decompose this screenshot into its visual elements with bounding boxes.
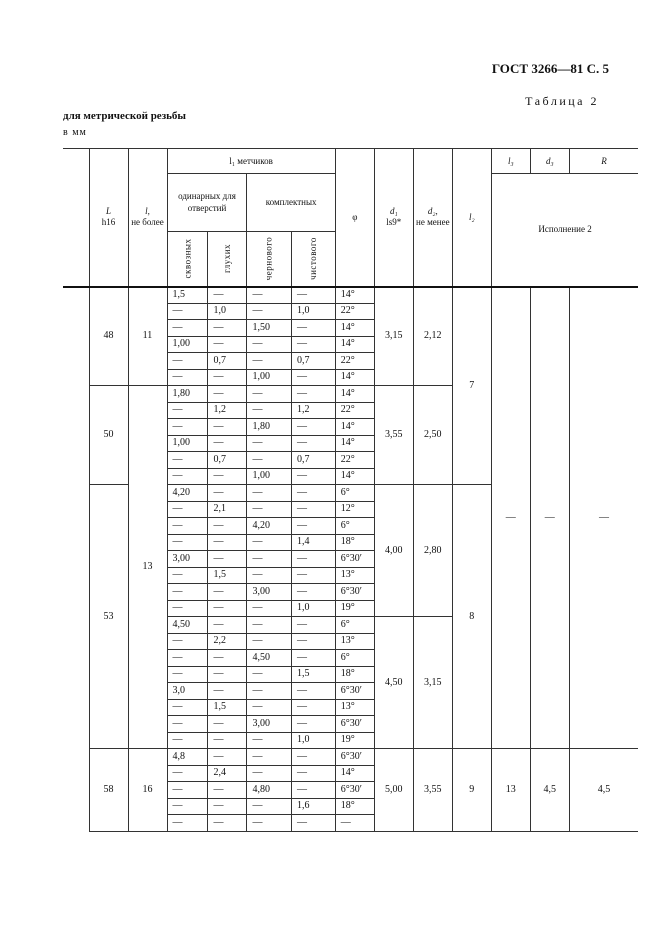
cell-l1: —: [208, 287, 247, 304]
cell-l1: —: [291, 617, 335, 634]
cell-phi: 14°: [335, 386, 374, 403]
cell-l1: —: [167, 419, 208, 436]
cell-l1: 1,4: [291, 534, 335, 551]
cell-l1: —: [247, 534, 292, 551]
cell-phi: 6°30′: [335, 749, 374, 766]
cell-l1: 1,00: [167, 336, 208, 353]
cell-l1: —: [247, 683, 292, 700]
cell-l1: —: [291, 650, 335, 667]
cell-l1: —: [247, 617, 292, 634]
cell-l1: —: [208, 600, 247, 617]
cell-l1: —: [208, 650, 247, 667]
header-l: l, не более: [128, 149, 167, 287]
cell-l1: —: [291, 501, 335, 518]
cell-phi: 14°: [335, 320, 374, 337]
cell-phi: 13°: [335, 633, 374, 650]
cell-phi: 6°30′: [335, 716, 374, 733]
cell-l1: —: [167, 567, 208, 584]
cell-l1: —: [291, 336, 335, 353]
cell-l1: 2,2: [208, 633, 247, 650]
cell-l1: —: [208, 716, 247, 733]
thread-table: [63, 148, 638, 832]
cell-l1: —: [208, 336, 247, 353]
cell-phi: 14°: [335, 369, 374, 386]
cell-l1: 1,80: [247, 419, 292, 436]
table-row: [63, 287, 638, 304]
cell-l1: 2,4: [208, 765, 247, 782]
cell-l1: —: [291, 716, 335, 733]
cell-l1: —: [247, 303, 292, 320]
cell-l1: —: [167, 353, 208, 370]
cell-l1: —: [167, 732, 208, 749]
cell-l1: —: [247, 699, 292, 716]
cell-l: 13: [128, 386, 167, 749]
cell-phi: 18°: [335, 798, 374, 815]
cell-l1: —: [247, 402, 292, 419]
cell-l1: —: [167, 402, 208, 419]
cell-l1: —: [208, 369, 247, 386]
cell-l1: —: [208, 419, 247, 436]
cell-d1: 4,00: [374, 485, 413, 617]
cell-l1: —: [208, 485, 247, 502]
cell-d2: 3,15: [413, 617, 452, 749]
cell-l1: —: [247, 551, 292, 568]
header-odinarnyh: одинарных для отверстий: [167, 174, 247, 232]
cell-l1: —: [208, 815, 247, 832]
header-d3: d₃: [530, 149, 569, 174]
cell-phi: 14°: [335, 419, 374, 436]
cell-l1: —: [291, 518, 335, 535]
cell-phi: 14°: [335, 287, 374, 304]
cell-phi: 6°: [335, 617, 374, 634]
header-R: R: [569, 149, 638, 174]
cell-phi: 14°: [335, 765, 374, 782]
cell-l1: 1,0: [291, 732, 335, 749]
cell-phi: —: [335, 815, 374, 832]
cell-l1: 1,0: [208, 303, 247, 320]
cell-l1: 1,00: [167, 435, 208, 452]
cell-l1: —: [208, 749, 247, 766]
cell-l1: —: [208, 617, 247, 634]
header-gluhih: глухих: [208, 232, 247, 287]
units-label: в мм: [63, 127, 87, 138]
table-body: [63, 287, 638, 832]
cell-l1: —: [167, 468, 208, 485]
cell-l1: —: [247, 353, 292, 370]
cell-d3: 4,5: [530, 749, 569, 832]
blank-column: [63, 287, 89, 832]
cell-phi: 6°30′: [335, 782, 374, 799]
cell-l1: —: [167, 765, 208, 782]
cell-l1: —: [167, 782, 208, 799]
cell-phi: 18°: [335, 534, 374, 551]
cell-l1: —: [247, 798, 292, 815]
cell-l3: —: [491, 287, 530, 749]
header-L: L h16: [89, 149, 128, 287]
cell-l1: —: [167, 716, 208, 733]
cell-l1: 0,7: [291, 452, 335, 469]
cell-l1: —: [291, 468, 335, 485]
cell-l1: —: [167, 303, 208, 320]
cell-l1: —: [247, 287, 292, 304]
cell-l1: —: [247, 452, 292, 469]
cell-l1: —: [291, 765, 335, 782]
cell-l1: —: [167, 534, 208, 551]
cell-l1: —: [247, 485, 292, 502]
cell-phi: 19°: [335, 732, 374, 749]
cell-l1: 1,50: [247, 320, 292, 337]
cell-l1: —: [167, 650, 208, 667]
cell-d1: 3,15: [374, 287, 413, 386]
page-header: ГОСТ 3266—81 С. 5: [491, 61, 609, 76]
cell-phi: 19°: [335, 600, 374, 617]
cell-l1: 4,8: [167, 749, 208, 766]
cell-l: 16: [128, 749, 167, 832]
cell-phi: 6°30′: [335, 551, 374, 568]
cell-l1: 3,00: [247, 716, 292, 733]
cell-l2: 9: [452, 749, 491, 832]
cell-l1: 1,5: [208, 699, 247, 716]
cell-l1: 3,0: [167, 683, 208, 700]
cell-R: —: [569, 287, 638, 749]
cell-l1: —: [208, 534, 247, 551]
cell-l1: —: [167, 320, 208, 337]
cell-L: 58: [89, 749, 128, 832]
cell-l1: —: [291, 419, 335, 436]
cell-d2: 2,12: [413, 287, 452, 386]
cell-l1: —: [208, 551, 247, 568]
cell-l1: —: [208, 320, 247, 337]
cell-d2: 2,80: [413, 485, 452, 617]
cell-phi: 6°: [335, 518, 374, 535]
cell-l1: 3,00: [247, 584, 292, 601]
cell-l1: —: [208, 518, 247, 535]
cell-l1: 1,2: [208, 402, 247, 419]
cell-phi: 6°: [335, 485, 374, 502]
cell-l1: —: [291, 551, 335, 568]
cell-l1: —: [291, 369, 335, 386]
cell-phi: 22°: [335, 452, 374, 469]
header-chistovogo: чистового: [291, 232, 335, 287]
cell-l1: 4,20: [167, 485, 208, 502]
table-row: [63, 749, 638, 766]
cell-l1: —: [247, 765, 292, 782]
cell-phi: 14°: [335, 468, 374, 485]
cell-l1: —: [208, 435, 247, 452]
cell-l1: —: [291, 435, 335, 452]
cell-l1: 1,5: [208, 567, 247, 584]
blank-header: [63, 149, 89, 287]
table-label: Таблица 2: [525, 94, 599, 108]
cell-d1: 4,50: [374, 617, 413, 749]
cell-l1: —: [208, 666, 247, 683]
header-chernovogo: чернового: [247, 232, 292, 287]
cell-l1: —: [208, 584, 247, 601]
cell-l1: —: [247, 600, 292, 617]
cell-l1: —: [247, 435, 292, 452]
table-title: для метрической резьбы: [63, 110, 187, 122]
cell-l1: —: [247, 336, 292, 353]
header-d1: d₁ ls9*: [374, 149, 413, 287]
header-ispolnenie: Исполнение 2: [491, 174, 638, 287]
cell-l1: 0,7: [208, 353, 247, 370]
cell-l1: —: [167, 699, 208, 716]
cell-l1: 1,2: [291, 402, 335, 419]
cell-l1: 1,80: [167, 386, 208, 403]
cell-l1: —: [167, 518, 208, 535]
header-skvoznyh: сквозных: [167, 232, 208, 287]
cell-l1: 4,80: [247, 782, 292, 799]
cell-l1: —: [167, 584, 208, 601]
cell-l3: 13: [491, 749, 530, 832]
cell-l1: —: [208, 732, 247, 749]
header-l3: l₃: [491, 149, 530, 174]
cell-l2: 8: [452, 485, 491, 749]
cell-l1: —: [291, 584, 335, 601]
cell-phi: 22°: [335, 353, 374, 370]
cell-l1: 4,20: [247, 518, 292, 535]
cell-l1: —: [291, 815, 335, 832]
cell-l1: —: [291, 287, 335, 304]
cell-l1: —: [291, 320, 335, 337]
cell-l1: 2,1: [208, 501, 247, 518]
header-l2: l₂: [452, 149, 491, 287]
cell-l1: 1,00: [247, 369, 292, 386]
cell-l1: —: [247, 386, 292, 403]
cell-l: 11: [128, 287, 167, 386]
cell-l1: —: [167, 633, 208, 650]
cell-R: 4,5: [569, 749, 638, 832]
cell-l1: 1,5: [167, 287, 208, 304]
cell-l1: 1,00: [247, 468, 292, 485]
cell-phi: 6°30′: [335, 683, 374, 700]
cell-phi: 14°: [335, 435, 374, 452]
cell-phi: 18°: [335, 666, 374, 683]
cell-l1: —: [291, 485, 335, 502]
cell-l1: —: [247, 815, 292, 832]
cell-l1: 3,00: [167, 551, 208, 568]
cell-l1: —: [291, 567, 335, 584]
cell-l1: —: [167, 815, 208, 832]
cell-l1: 4,50: [247, 650, 292, 667]
header-l1-metchikov: l₁ метчиков: [167, 149, 335, 174]
cell-d3: —: [530, 287, 569, 749]
cell-d1: 3,55: [374, 386, 413, 485]
cell-phi: 22°: [335, 402, 374, 419]
cell-l1: —: [167, 666, 208, 683]
cell-phi: 12°: [335, 501, 374, 518]
cell-l1: —: [291, 633, 335, 650]
cell-l1: —: [247, 749, 292, 766]
cell-d2: 3,55: [413, 749, 452, 832]
cell-l1: —: [167, 501, 208, 518]
cell-L: 48: [89, 287, 128, 386]
cell-l1: —: [208, 798, 247, 815]
cell-l1: —: [247, 732, 292, 749]
cell-l1: 0,7: [208, 452, 247, 469]
cell-l1: —: [247, 666, 292, 683]
cell-l2: 7: [452, 287, 491, 485]
header-komplektnyh: комплектных: [247, 174, 335, 232]
cell-phi: 6°30′: [335, 584, 374, 601]
cell-phi: 14°: [335, 336, 374, 353]
cell-l1: 0,7: [291, 353, 335, 370]
cell-phi: 6°: [335, 650, 374, 667]
cell-l1: 1,5: [291, 666, 335, 683]
cell-l1: —: [247, 567, 292, 584]
cell-phi: 22°: [335, 303, 374, 320]
cell-l1: —: [291, 683, 335, 700]
cell-l1: —: [208, 386, 247, 403]
cell-l1: —: [208, 468, 247, 485]
cell-l1: —: [167, 600, 208, 617]
cell-l1: —: [208, 782, 247, 799]
cell-l1: —: [291, 386, 335, 403]
cell-l1: —: [291, 699, 335, 716]
cell-l1: —: [291, 782, 335, 799]
header-d2: d₂, не менее: [413, 149, 452, 287]
cell-l1: 1,0: [291, 600, 335, 617]
cell-l1: 1,6: [291, 798, 335, 815]
cell-l1: 1,0: [291, 303, 335, 320]
cell-l1: —: [247, 633, 292, 650]
cell-phi: 13°: [335, 699, 374, 716]
header-phi: φ: [335, 149, 374, 287]
cell-l1: —: [167, 452, 208, 469]
cell-l1: —: [208, 683, 247, 700]
cell-l1: —: [291, 749, 335, 766]
cell-d1: 5,00: [374, 749, 413, 832]
cell-l1: —: [167, 798, 208, 815]
cell-l1: 4,50: [167, 617, 208, 634]
cell-L: 50: [89, 386, 128, 485]
cell-l1: —: [167, 369, 208, 386]
cell-L: 53: [89, 485, 128, 749]
cell-phi: 13°: [335, 567, 374, 584]
cell-d2: 2,50: [413, 386, 452, 485]
cell-l1: —: [247, 501, 292, 518]
